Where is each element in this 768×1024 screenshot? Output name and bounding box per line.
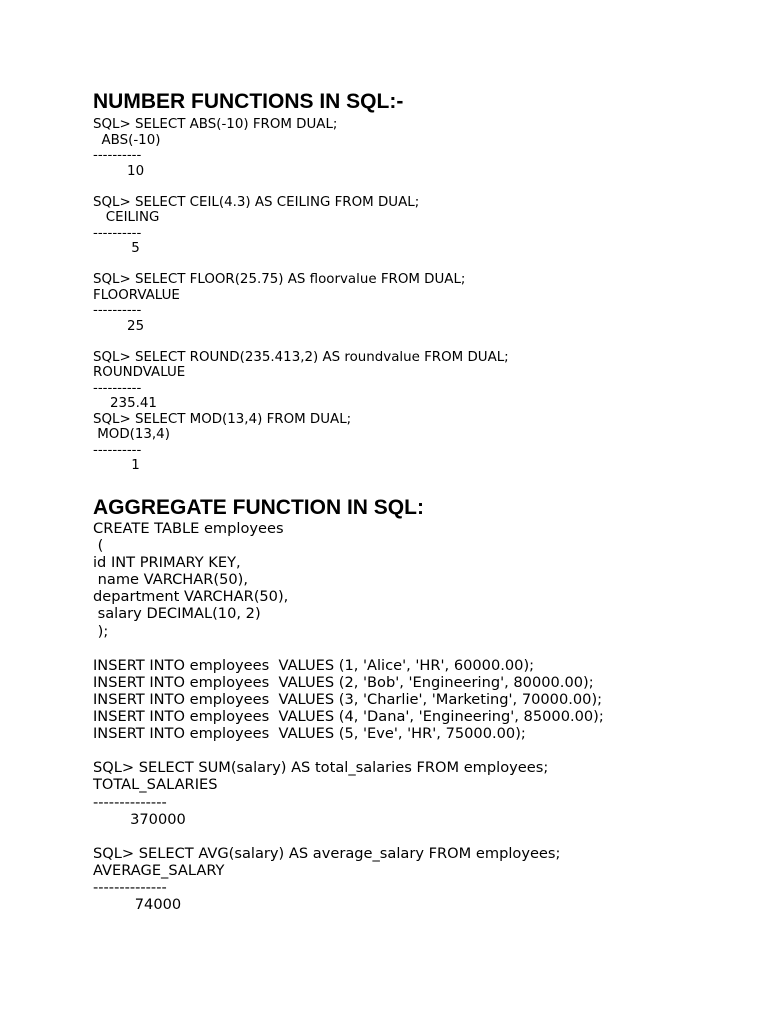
code-line: SQL> SELECT SUM(salary) AS total_salaries FROM employees; bbox=[93, 759, 549, 777]
code-line: INSERT INTO employees VALUES (1, 'Alice', 'HR', 60000.00); bbox=[93, 656, 535, 674]
code-line: 10 bbox=[93, 163, 145, 179]
code-line: department VARCHAR(50), bbox=[93, 588, 289, 606]
code-line bbox=[93, 334, 509, 350]
code-line: MOD(13,4) bbox=[93, 427, 170, 442]
code-line: SQL> SELECT AVG(salary) AS average_salary FROM employees; bbox=[93, 844, 561, 862]
code-line: -------------- bbox=[93, 878, 167, 896]
code-line: CREATE TABLE employees bbox=[93, 520, 284, 537]
code-line: INSERT INTO employees VALUES (4, 'Dana', 'Engineering', 85000.00); bbox=[93, 708, 604, 726]
code-line: name VARCHAR(50), bbox=[93, 571, 248, 589]
code-line: SQL> SELECT CEIL(4.3) AS CEILING FROM DUAL; bbox=[93, 194, 420, 210]
code-line: ROUNDVALUE bbox=[93, 365, 186, 380]
number-functions-code-block bbox=[93, 117, 509, 474]
code-line: 370000 bbox=[93, 810, 186, 828]
code-line bbox=[93, 640, 604, 657]
code-line: ABS(-10) bbox=[93, 132, 161, 148]
code-line: INSERT INTO employees VALUES (2, 'Bob', 'Engineering', 80000.00); bbox=[93, 673, 594, 691]
code-line: CEILING bbox=[93, 210, 160, 225]
code-line: TOTAL_SALARIES bbox=[93, 776, 218, 794]
code-line bbox=[93, 828, 604, 845]
code-line: ( bbox=[93, 537, 104, 555]
number-functions-heading: NUMBER FUNCTIONS IN SQL:- bbox=[93, 90, 404, 113]
code-line: ---------- bbox=[93, 225, 142, 241]
code-line bbox=[93, 257, 509, 273]
code-line bbox=[93, 179, 509, 195]
code-line: SQL> SELECT ROUND(235.413,2) AS roundvalue FROM DUAL; bbox=[93, 349, 509, 365]
code-line: salary DECIMAL(10, 2) bbox=[93, 605, 261, 623]
code-line: INSERT INTO employees VALUES (3, 'Charlie', 'Marketing', 70000.00); bbox=[93, 690, 603, 708]
code-line: ---------- bbox=[93, 148, 142, 163]
code-line: ---------- bbox=[93, 442, 142, 458]
aggregate-function-heading: AGGREGATE FUNCTION IN SQL: bbox=[93, 496, 424, 519]
code-line: 235.41 bbox=[93, 396, 157, 411]
code-line: AVERAGE_SALARY bbox=[93, 861, 225, 879]
code-line: ---------- bbox=[93, 303, 142, 318]
aggregate-function-code-block bbox=[93, 520, 604, 913]
code-line: 1 bbox=[93, 458, 140, 473]
code-line: 25 bbox=[93, 318, 145, 334]
code-line: 74000 bbox=[93, 896, 182, 914]
code-line: SQL> SELECT ABS(-10) FROM DUAL; bbox=[93, 117, 338, 132]
code-line: id INT PRIMARY KEY, bbox=[93, 554, 241, 572]
code-line: SQL> SELECT MOD(13,4) FROM DUAL; bbox=[93, 411, 352, 427]
code-line bbox=[93, 742, 604, 759]
code-line: ---------- bbox=[93, 380, 142, 396]
code-line: 5 bbox=[93, 241, 140, 256]
code-line: -------------- bbox=[93, 793, 167, 811]
code-line: FLOORVALUE bbox=[93, 287, 180, 303]
code-line: INSERT INTO employees VALUES (5, 'Eve', 'HR', 75000.00); bbox=[93, 725, 526, 743]
code-line: ); bbox=[93, 622, 109, 640]
code-line: SQL> SELECT FLOOR(25.75) AS floorvalue FROM DUAL; bbox=[93, 272, 466, 287]
